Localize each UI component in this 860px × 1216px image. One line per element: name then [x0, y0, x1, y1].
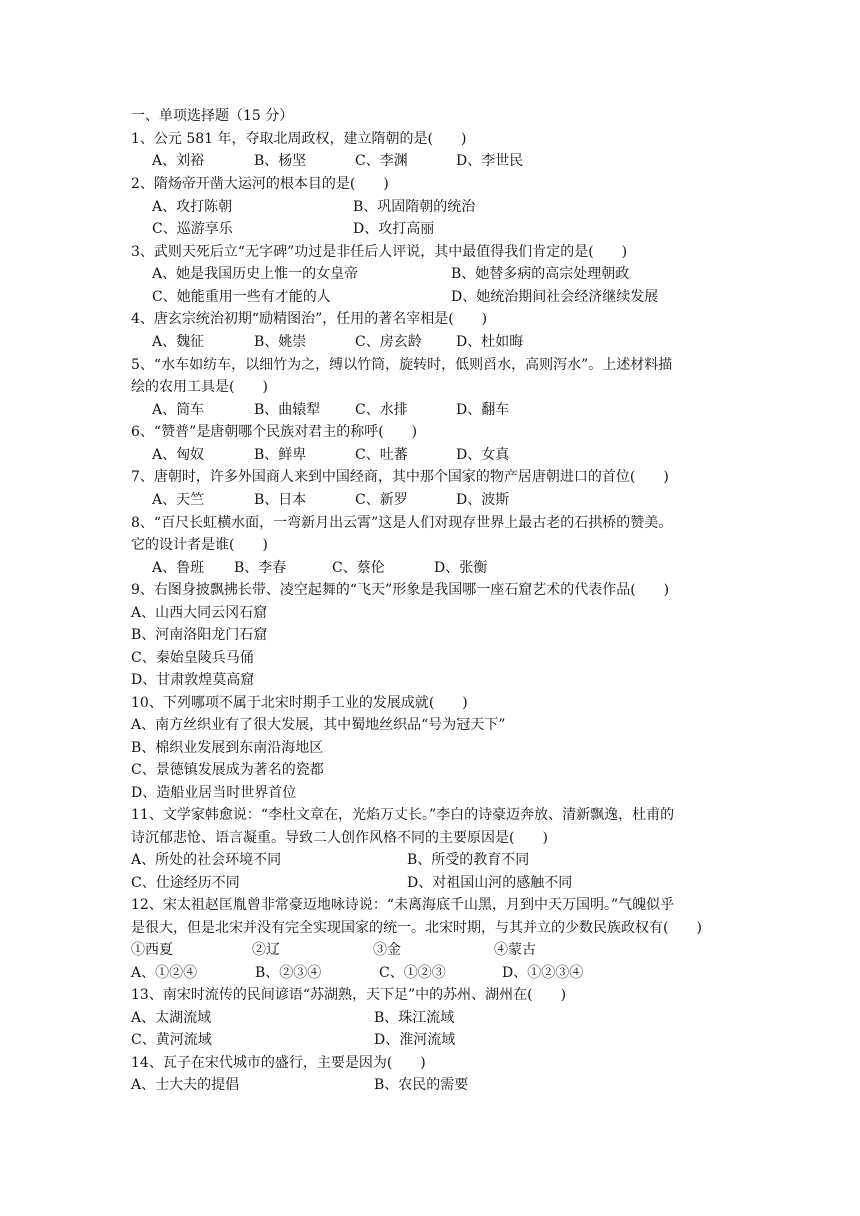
question-9-stem: 9、右图身披飘拂长带、凌空起舞的“飞天”形象是我国哪一座石窟艺术的代表作品( ) [131, 582, 670, 598]
question-8-options [152, 558, 712, 578]
question-1-stem: 1、公元 581 年，夺取北周政权，建立隋朝的是( ) [131, 131, 467, 147]
question-11-options-row1 [131, 850, 731, 870]
option-d: D、张衡 [434, 560, 488, 576]
question-3-stem: 3、武则天死后立“无字碑”功过是非任后人评说，其中最值得我们肯定的是( ) [131, 244, 628, 260]
question-5-options [152, 400, 712, 420]
option-d: D、对祖国山河的感触不同 [407, 875, 573, 891]
option-c: C、吐蕃 [355, 447, 408, 463]
option-a: A、魏征 [152, 334, 205, 350]
question-13-options-row1 [131, 1008, 731, 1028]
question-4-stem: 4、唐玄宗统治初期“励精图治”，任用的著名宰相是( ) [131, 311, 488, 327]
question-10-option-a: A、南方丝织业有了很大发展，其中蜀地丝织品“号为冠天下” [131, 717, 506, 733]
question-10-option-c: C、景德镇发展成为著名的瓷都 [131, 762, 324, 778]
option-d: D、波斯 [456, 492, 510, 508]
option-d: D、杜如晦 [456, 334, 524, 350]
question-3-options-row2 [152, 287, 732, 307]
option-c: C、她能重用一些有才能的人 [152, 289, 331, 305]
question-9-option-a: A、山西大同云冈石窟 [131, 605, 268, 621]
question-13-stem: 13、南宋时流传的民间谚语“苏湖熟，天下足”中的苏州、湖州在( ) [131, 987, 567, 1003]
option-d: D、淮河流域 [374, 1032, 456, 1048]
question-6-stem: 6、“赞普”是唐朝哪个民族对君主的称呼( ) [131, 424, 418, 440]
question-13-options-row2 [131, 1030, 731, 1050]
option-c: C、①②③ [379, 965, 446, 981]
question-7-stem: 7、唐朝时，许多外国商人来到中国经商，其中那个国家的物产居唐朝进口的首位( ) [131, 469, 669, 485]
option-d: D、她统治期间社会经济继续发展 [451, 289, 659, 305]
question-14-options-row1 [131, 1075, 731, 1095]
question-4-options [152, 332, 712, 352]
question-10-option-b: B、棉织业发展到东南沿海地区 [131, 740, 324, 756]
question-12-stem-line2: 是很大，但是北宋并没有完全实现国家的统一。北宋时期，与其并立的少数民族政权有( ) [131, 920, 702, 936]
option-b: B、李春 [234, 560, 287, 576]
question-12-options [131, 963, 731, 983]
option-b: B、她替多病的高宗处理朝政 [451, 266, 630, 282]
question-2-options-row2 [152, 219, 712, 239]
question-9-option-c: C、秦始皇陵兵马俑 [131, 650, 254, 666]
option-b: B、鲜卑 [254, 447, 307, 463]
question-11-stem-line2: 诗沉郁悲怆、语言凝重。导致二人创作风格不同的主要原因是( ) [131, 830, 548, 846]
option-c: C、李渊 [355, 153, 408, 169]
option-b: B、日本 [254, 492, 307, 508]
question-2-options-row1 [152, 197, 712, 217]
item-2: ②辽 [252, 942, 280, 958]
option-c: C、新罗 [355, 492, 408, 508]
option-a: A、筒车 [152, 402, 205, 418]
option-a: A、刘裕 [152, 153, 205, 169]
question-5-stem-line2: 绘的农用工具是( ) [131, 379, 268, 395]
question-8-stem-line2: 它的设计者是谁( ) [131, 537, 268, 553]
question-12-items [131, 940, 731, 960]
question-7-options [152, 490, 712, 510]
option-d: D、女真 [456, 447, 510, 463]
question-9-option-d: D、甘肃敦煌莫高窟 [131, 672, 255, 688]
option-b: B、巩固隋朝的统治 [353, 199, 476, 215]
option-a: A、士大夫的提倡 [131, 1077, 240, 1093]
question-11-stem-line1: 11、文学家韩愈说：“李杜文章在，光焰万丈长。”李白的诗豪迈奔放、清新飘逸，杜甫的 [131, 807, 675, 823]
option-a: A、天竺 [152, 492, 205, 508]
option-b: B、曲辕犁 [254, 402, 321, 418]
option-c: C、水排 [355, 402, 408, 418]
item-3: ③金 [373, 942, 401, 958]
option-a: A、匈奴 [152, 447, 205, 463]
question-12-stem-line1: 12、宋太祖赵匡胤曾非常豪迈地咏诗说：“未离海底千山黑，月到中天万国明。”气魄似乎 [131, 897, 675, 913]
option-a: A、鲁班 [152, 560, 205, 576]
option-a: A、她是我国历史上惟一的女皇帝 [152, 266, 359, 282]
question-11-options-row2 [131, 873, 731, 893]
question-5-stem-line1: 5、“水车如纺车，以细竹为之，缚以竹筒，旋转时，低则舀水，高则泻水”。上述材料描 [131, 357, 673, 373]
option-a: A、攻打陈朝 [152, 199, 233, 215]
question-1-options [152, 151, 712, 171]
question-10-option-d: D、造船业居当时世界首位 [131, 785, 297, 801]
item-1: ①西夏 [131, 942, 173, 958]
option-b: B、②③④ [255, 965, 322, 981]
option-c: C、蔡伦 [332, 560, 385, 576]
option-c: C、巡游享乐 [152, 221, 233, 237]
question-2-stem: 2、隋炀帝开凿大运河的根本目的是( ) [131, 176, 389, 192]
option-b: B、农民的需要 [374, 1077, 469, 1093]
option-c: C、房玄龄 [355, 334, 422, 350]
option-b: B、珠江流域 [374, 1010, 455, 1026]
option-b: B、姚崇 [254, 334, 307, 350]
option-b: B、所受的教育不同 [407, 852, 530, 868]
option-b: B、杨坚 [254, 153, 307, 169]
question-14-stem: 14、瓦子在宋代城市的盛行，主要是因为( ) [131, 1055, 426, 1071]
option-d: D、翻车 [456, 402, 510, 418]
option-a: A、太湖流域 [131, 1010, 212, 1026]
item-4: ④蒙古 [494, 942, 536, 958]
section-title: 一、单项选择题（15 分） [131, 108, 294, 124]
option-c: C、黄河流域 [131, 1032, 212, 1048]
question-6-options [152, 445, 712, 465]
option-c: C、仕途经历不同 [131, 875, 240, 891]
option-a: A、所处的社会环境不同 [131, 852, 282, 868]
option-a: A、①②④ [131, 965, 198, 981]
question-10-stem: 10、下列哪项不属于北宋时期手工业的发展成就( ) [131, 695, 468, 711]
option-d: D、李世民 [456, 153, 524, 169]
option-d: D、攻打高丽 [353, 221, 435, 237]
option-d: D、①②③④ [502, 965, 584, 981]
question-8-stem-line1: 8、“百尺长虹横水面，一弯新月出云霄”这是人们对现存世界上最古老的石拱桥的赞美。 [131, 515, 673, 531]
question-3-options-row1 [152, 264, 732, 284]
question-9-option-b: B、河南洛阳龙门石窟 [131, 627, 268, 643]
